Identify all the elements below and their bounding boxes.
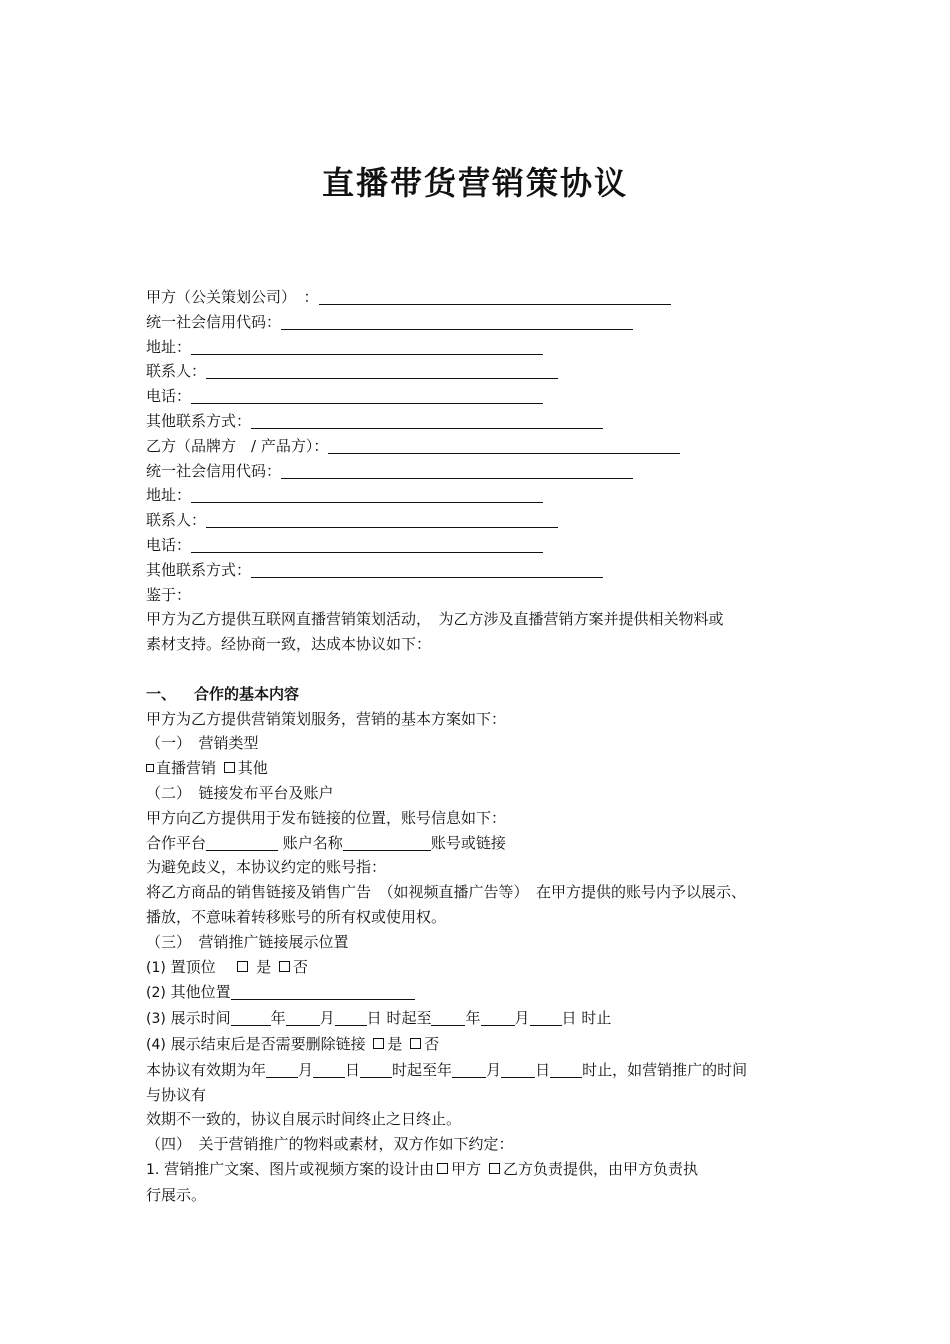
platform-blank[interactable] xyxy=(206,834,278,851)
party-b-contact-blank[interactable] xyxy=(206,511,558,528)
party-a-phone-blank[interactable] xyxy=(191,387,543,404)
delete-link-no-checkbox[interactable] xyxy=(410,1038,421,1049)
party-a-contact-line: 联系人： xyxy=(146,359,816,384)
validity-line: 本协议有效期为年 月 日 时起至年 月 日 时止，如营销推广的时间 xyxy=(146,1060,748,1079)
party-a-address-line: 地址： xyxy=(146,335,816,360)
section-1-heading: 一、 合作的基本内容 xyxy=(146,684,300,703)
party-b-credit-line: 统一社会信用代码： xyxy=(146,459,816,484)
validity-end-hour-blank[interactable] xyxy=(550,1061,582,1078)
party-b-name-blank[interactable] xyxy=(328,437,680,454)
sub2-title: （二） 链接发布平台及账户 xyxy=(146,783,334,802)
party-a-provide-checkbox[interactable] xyxy=(437,1163,448,1174)
sub2-avoid: 为避免歧义，本协议约定的账号指： xyxy=(146,858,387,877)
item-4-line: (4) 展示结束后是否需要删除链接 是 否 xyxy=(146,1034,440,1053)
sub4-title: （四） 关于营销推广的物料或素材，双方作如下约定： xyxy=(146,1135,514,1154)
validity-start-day-blank[interactable] xyxy=(313,1061,345,1078)
sub2-account-fields: 合作平台 账户名称 账号或链接 xyxy=(146,833,506,852)
end-month-blank[interactable] xyxy=(481,1009,515,1026)
party-b-provide-checkbox[interactable] xyxy=(489,1163,500,1174)
party-b-phone-blank[interactable] xyxy=(191,536,543,553)
sub4-item-1: 1. 营销推广文案、图片或视频方案的设计由 甲方 乙方负责提供，由甲方负责执 xyxy=(146,1159,698,1178)
party-a-phone-line: 电话： xyxy=(146,384,816,409)
party-a-credit-line: 统一社会信用代码： xyxy=(146,310,816,335)
party-b-name-line: 乙方（品牌方 / 产品方）： xyxy=(146,434,816,459)
party-a-address-blank[interactable] xyxy=(191,338,543,355)
party-b-other-line: 其他联系方式： xyxy=(146,558,816,583)
sub2-desc-2: 播放，不意味着转移账号的所有权或使用权。 xyxy=(146,907,447,926)
item-2-line: (2) 其他位置 xyxy=(146,980,816,1006)
other-type-checkbox[interactable] xyxy=(224,762,235,773)
sub3-title: （三） 营销推广链接展示位置 xyxy=(146,932,349,951)
validity-start-month-blank[interactable] xyxy=(266,1061,298,1078)
validity-line-3: 效期不一致的，协议自展示时间终止之日终止。 xyxy=(146,1110,462,1129)
whereas-text-2: 素材支持。经协商一致，达成本协议如下： xyxy=(146,635,432,654)
item-1-line: (1) 置顶位 是 否 xyxy=(146,957,309,976)
whereas-label: 鉴于： xyxy=(146,585,192,604)
validity-start-hour-blank[interactable] xyxy=(360,1061,392,1078)
party-b-phone-line: 电话： xyxy=(146,533,816,558)
sub2-intro: 甲方向乙方提供用于发布链接的位置，账号信息如下： xyxy=(146,808,507,827)
item-3-line: (3) 展示时间 年 月 日 时起至 年 月 日 时止 xyxy=(146,1009,612,1028)
party-a-name-line: 甲方（公关策划公司） ： xyxy=(146,285,816,310)
validity-end-day-blank[interactable] xyxy=(501,1061,535,1078)
start-day-blank[interactable] xyxy=(335,1009,367,1026)
account-name-blank[interactable] xyxy=(343,834,431,851)
party-b-address-line: 地址： xyxy=(146,483,816,508)
document-body xyxy=(146,285,816,1207)
party-b-address-blank[interactable] xyxy=(191,486,543,503)
sub2-desc-1: 将乙方商品的销售链接及销售广告 （如视频直播广告等） 在甲方提供的账号内予以展示、 xyxy=(146,883,747,902)
party-b-contact-line: 联系人： xyxy=(146,508,816,533)
validity-end-month-blank[interactable] xyxy=(452,1061,486,1078)
party-b-other-blank[interactable] xyxy=(251,561,603,578)
party-a-name-blank[interactable] xyxy=(319,288,671,305)
top-position-no-checkbox[interactable] xyxy=(279,961,290,972)
end-day-blank[interactable] xyxy=(530,1009,562,1026)
party-b-credit-blank[interactable] xyxy=(281,462,633,479)
sub1-options: 直播营销 其他 xyxy=(146,756,816,781)
start-month-blank[interactable] xyxy=(286,1009,320,1026)
live-marketing-checkbox[interactable] xyxy=(146,764,154,772)
party-a-credit-blank[interactable] xyxy=(281,313,633,330)
start-year-blank[interactable] xyxy=(231,1009,271,1026)
whereas-text-1: 甲方为乙方提供互联网直播营销策划活动， 为乙方涉及直播营销方案并提供相关物料或 xyxy=(146,610,724,629)
section-1-intro: 甲方为乙方提供营销策划服务，营销的基本方案如下： xyxy=(146,709,507,728)
validity-line-2: 与协议有 xyxy=(146,1085,207,1104)
delete-link-yes-checkbox[interactable] xyxy=(373,1038,384,1049)
party-a-contact-blank[interactable] xyxy=(206,362,558,379)
party-a-other-blank[interactable] xyxy=(251,412,603,429)
top-position-yes-checkbox[interactable] xyxy=(237,961,248,972)
document-title: 直播带货营销策协议 xyxy=(321,164,628,202)
other-position-blank[interactable] xyxy=(231,983,415,1000)
sub1-title: （一） 营销类型 xyxy=(146,734,259,753)
sub4-item-1-line-2: 行展示。 xyxy=(146,1185,207,1204)
party-a-other-line: 其他联系方式： xyxy=(146,409,816,434)
end-year-blank[interactable] xyxy=(431,1009,465,1026)
